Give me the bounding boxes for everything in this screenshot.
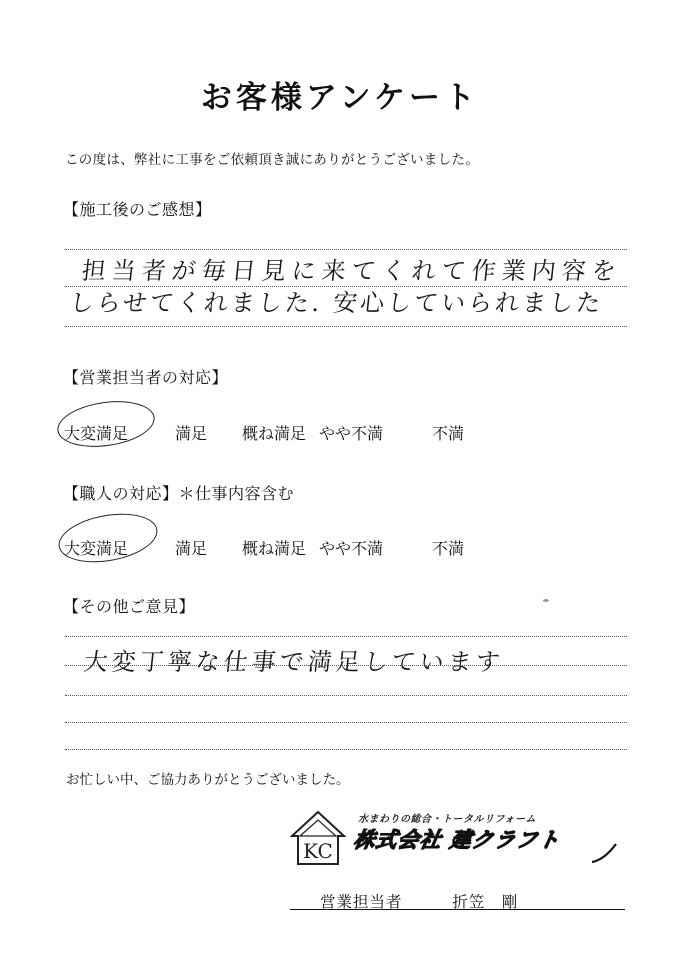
dotted-line — [65, 749, 627, 750]
section-impression-label: 【施工後のご感想】 — [63, 200, 212, 219]
section-opinion-label: 【その他ご意見】 — [63, 597, 196, 616]
dotted-line — [65, 665, 627, 666]
company-logo — [290, 806, 620, 868]
craftsman-selection-circle — [55, 507, 161, 570]
signature-line — [290, 909, 625, 910]
sales-selection-circle — [54, 395, 157, 452]
signature-label: 営業担当者 — [320, 893, 403, 911]
craftsman-option-mostly-satisfied[interactable]: 概ね満足 — [242, 539, 307, 558]
dotted-line — [65, 249, 627, 250]
sales-option-satisfied[interactable]: 満足 — [175, 424, 208, 443]
paper-speck — [543, 599, 549, 602]
section-sales-label: 【営業担当者の対応】 — [63, 368, 229, 387]
dotted-line — [65, 326, 627, 327]
craftsman-option-somewhat-unsatisfied[interactable]: やや不満 — [319, 539, 384, 558]
sales-option-somewhat-unsatisfied[interactable]: やや不満 — [319, 424, 384, 443]
sales-option-unsatisfied[interactable]: 不満 — [432, 424, 465, 443]
dotted-line — [65, 636, 627, 637]
closing-text: お忙しい中、ご協力ありがとうございました。 — [66, 772, 350, 788]
impression-line-2: しらせてくれました. 安心していられました — [68, 289, 605, 317]
sales-option-very-satisfied[interactable]: 大変満足 — [64, 424, 129, 443]
logo-mark-text: KC — [303, 839, 333, 863]
form-title: お客様アンケート — [200, 80, 480, 116]
dotted-line — [65, 722, 627, 723]
impression-line-1: 担当者が毎日見に来てくれて作業内容を — [80, 257, 624, 285]
craftsman-option-satisfied[interactable]: 満足 — [175, 539, 208, 558]
logo-swoosh-icon — [590, 840, 620, 866]
opinion-line-1: 大変丁寧な仕事で満足しています — [82, 648, 506, 676]
intro-text: この度は、弊社に工事をご依頼頂き誠にありがとうございました。 — [65, 152, 479, 168]
section-craftsman-label: 【職人の対応】＊仕事内容含む — [63, 484, 295, 503]
signature-name: 折笠 剛 — [452, 893, 519, 911]
company-tagline: 水まわりの総合・トータルリフォーム — [358, 814, 536, 825]
company-name: 株式会社 建クラフト — [351, 828, 563, 852]
dotted-line — [65, 695, 627, 696]
craftsman-option-unsatisfied[interactable]: 不満 — [432, 539, 465, 558]
craftsman-option-very-satisfied[interactable]: 大変満足 — [64, 539, 129, 558]
sales-option-mostly-satisfied[interactable]: 概ね満足 — [242, 424, 307, 443]
